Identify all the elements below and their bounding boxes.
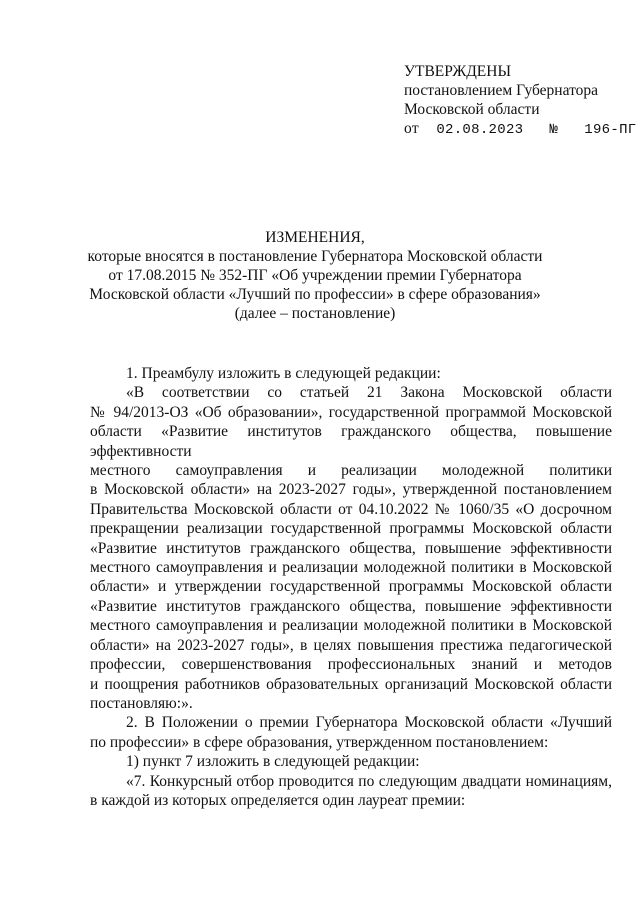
paragraph-3 <box>90 713 612 752</box>
date-prefix: от <box>404 120 419 137</box>
paragraph-2 <box>90 383 612 713</box>
document-title <box>80 228 550 323</box>
title-heading: ИЗМЕНЕНИЯ, <box>265 229 365 246</box>
text-line: и поощрения работников образовательных организаций Московской области <box>90 675 612 693</box>
approval-date-line <box>404 119 636 140</box>
text-line: № 94/2013-ОЗ «Об образовании», государственной программой Московской <box>90 403 612 421</box>
title-line: от 17.08.2015 № 352-ПГ «Об учреждении премии Губернатора <box>108 267 522 284</box>
title-line: Московской области «Лучший по профессии» в сфере образования» <box>89 286 541 303</box>
approval-line-2: Московской области <box>404 101 540 118</box>
document-body <box>90 364 612 810</box>
text-line: «Развитие институтов гражданского общества, повышение эффективности <box>90 539 612 557</box>
text-line: в Московской области» на 2023-2027 годы», утвержденной постановлением <box>90 481 612 499</box>
text-line: области» и утверждении государственной программы Московской области <box>90 578 612 596</box>
text-line: области» на 2023-2027 годы», в целях повышения престижа педагогической <box>90 636 612 654</box>
text-line: «7. Конкурсный отбор проводится по следующим двадцати номинациям, <box>126 772 612 790</box>
text-line: в каждой из которых определяется один лауреат премии: <box>90 791 466 809</box>
text-line: прекращении реализации государственной программы Московской области <box>90 520 612 538</box>
approval-heading: УТВЕРЖДЕНЫ <box>404 63 511 80</box>
paragraph-4: 1) пункт 7 изложить в следующей редакции: <box>126 753 420 771</box>
text-line: постановляю:». <box>90 694 193 712</box>
text-line: местного самоуправления и реализации молодежной политики в Московской <box>90 617 612 635</box>
text-line: местного самоуправления и реализации молодежной политики в Московской <box>90 559 612 577</box>
text-line: 2. В Положении о премии Губернатора Московской области «Лучший <box>126 714 612 732</box>
text-line: по профессии» в сфере образования, утвержденном постановлением: <box>90 733 549 751</box>
title-line: которые вносятся в постановление Губернатора Московской области <box>87 248 543 265</box>
text-line: области «Развитие институтов гражданского общества, повышение эффективности <box>90 423 612 460</box>
text-line: «В соответствии со статьей 21 Закона Московской области <box>126 384 612 402</box>
paragraph-5 <box>90 772 612 811</box>
text-line: Правительства Московской области от 04.10.2022 № 1060/35 «О досрочном <box>90 500 612 518</box>
title-line: (далее – постановление) <box>234 305 396 322</box>
text-line: профессии, совершенствования профессиональных знаний и методов <box>90 656 612 674</box>
number-sign: № <box>549 122 559 138</box>
approval-line-1: постановлением Губернатора <box>404 82 599 99</box>
approval-date: 02.08.2023 <box>436 122 524 138</box>
approval-number: 196-ПГ <box>584 122 637 138</box>
text-line: «Развитие институтов гражданского общества, повышение эффективности <box>90 597 612 615</box>
paragraph-1: 1. Преамбулу изложить в следующей редакции: <box>126 365 441 382</box>
approval-stamp <box>404 62 636 140</box>
text-line: местного самоуправления и реализации молодежной политики <box>90 462 612 480</box>
